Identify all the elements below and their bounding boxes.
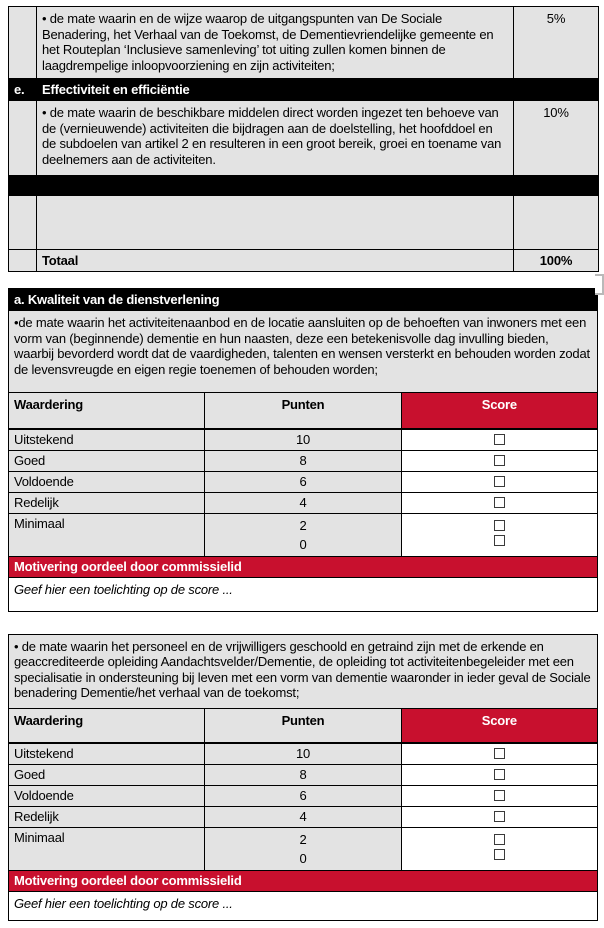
section-e-label: e. <box>9 79 37 101</box>
rating-points-line: 0 <box>299 851 307 866</box>
black-divider-row <box>9 176 599 196</box>
score-checkbox[interactable] <box>494 790 505 801</box>
rating-row-minimaal <box>9 513 598 556</box>
training-description: • de mate waarin het personeel en de vrijwilligers geschoold en getraind zijn met de erkende en geaccrediteerde opleiding Aandachtsvelder/Dementie, de opleiding tot activiteitenbegeleider met een specialisatie in ondersteuning bij leven met een vorm van dementie waaronder in ieder geval de Sociale benadering Dementie/het verhaal van de toekomst; <box>9 634 598 708</box>
waardering-column-header: Waardering <box>9 393 205 429</box>
total-value: 100% <box>514 250 599 272</box>
rating-row-goed <box>9 450 598 471</box>
total-row <box>9 250 599 272</box>
rating-points: 8 <box>205 450 401 471</box>
rating-row-uitstekend <box>9 743 598 765</box>
rating-header-row <box>9 393 598 429</box>
score-checkbox[interactable] <box>494 455 505 466</box>
punten-column-header: Punten <box>205 708 401 743</box>
rating-header-row <box>9 708 598 743</box>
rating-label: Redelijk <box>9 492 205 513</box>
score-cell <box>401 786 597 807</box>
rating-label: Redelijk <box>9 807 205 828</box>
score-checkbox[interactable] <box>494 497 505 508</box>
criterion-text: • de mate waarin en de wijze waarop de uitgangspunten van De Sociale Benadering, het Verhaal van de Toekomst, de Dementievriendelijke gemeente en het Routeplan ‘Inclusieve samenleving’ tot uiting zullen komen binnen de laagdrempelige inloopvoorziening en zijn activiteiten; <box>37 7 514 79</box>
score-cell <box>401 743 597 765</box>
score-cell <box>401 765 597 786</box>
document-page <box>0 6 604 928</box>
rating-row-redelijk <box>9 492 598 513</box>
empty-cell <box>37 196 514 250</box>
empty-cell <box>9 196 37 250</box>
score-checkbox[interactable] <box>494 476 505 487</box>
rating-row-uitstekend <box>9 429 598 451</box>
score-cell <box>401 471 597 492</box>
motivation-input[interactable]: Geef hier een toelichting op de score ... <box>9 577 598 611</box>
rating-row-voldoende <box>9 786 598 807</box>
rating-label: Voldoende <box>9 786 205 807</box>
rating-label: Minimaal <box>9 513 205 556</box>
score-cell <box>401 513 597 556</box>
rating-points: 4 <box>205 807 401 828</box>
rating-label: Voldoende <box>9 471 205 492</box>
score-cell <box>401 828 597 871</box>
score-cell <box>401 492 597 513</box>
motivation-header: Motivering oordeel door commissielid <box>9 871 598 892</box>
training-description-row <box>9 634 598 708</box>
rating-points-line: 2 <box>299 832 307 847</box>
empty-cell <box>9 250 37 272</box>
score-column-header: Score <box>401 393 597 429</box>
rating-points: 8 <box>205 765 401 786</box>
quality-section-table <box>8 288 598 612</box>
criterion-weight: 10% <box>514 101 599 176</box>
rating-label: Minimaal <box>9 828 205 871</box>
score-cell <box>401 450 597 471</box>
black-divider-cell <box>9 176 599 196</box>
quality-section-header-row <box>9 289 598 311</box>
rating-points: 10 <box>205 743 401 765</box>
quality-section-title: a. Kwaliteit van de dienstverlening <box>9 289 598 311</box>
quality-description-row <box>9 311 598 393</box>
scrollbar-handle[interactable] <box>595 274 604 295</box>
rating-points <box>205 513 401 556</box>
score-checkbox[interactable] <box>494 769 505 780</box>
rating-points: 6 <box>205 471 401 492</box>
rating-row-voldoende <box>9 471 598 492</box>
empty-row <box>9 196 599 250</box>
rating-points-line: 0 <box>299 536 307 552</box>
rating-points: 10 <box>205 429 401 451</box>
score-cell <box>401 429 597 451</box>
score-checkbox[interactable] <box>494 520 505 531</box>
score-checkbox[interactable] <box>494 849 505 860</box>
section-e-header-row <box>9 79 599 101</box>
criterion-index-cell <box>9 7 37 79</box>
section-e-title: Effectiviteit en efficiëntie <box>37 79 599 101</box>
motivation-header: Motivering oordeel door commissielid <box>9 556 598 577</box>
rating-label: Goed <box>9 765 205 786</box>
empty-cell <box>514 196 599 250</box>
rating-row-goed <box>9 765 598 786</box>
criterion-index-cell <box>9 101 37 176</box>
motivation-header-row <box>9 871 598 892</box>
waardering-column-header: Waardering <box>9 708 205 743</box>
score-checkbox[interactable] <box>494 535 505 546</box>
score-checkbox[interactable] <box>494 434 505 445</box>
motivation-input[interactable]: Geef hier een toelichting op de score ... <box>9 892 598 921</box>
training-section-table <box>8 634 598 922</box>
criterion-text: • de mate waarin de beschikbare middelen direct worden ingezet ten behoeve van de (vernieuwende) activiteiten die bijdragen aan de doelstelling, het hoofddoel en de subdoelen van artikel 2 en resulteren in een groot bereik, groei en toename van deelnemers aan de activiteiten. <box>37 101 514 176</box>
rating-points <box>205 828 401 871</box>
rating-points-line: 2 <box>299 517 307 533</box>
rating-points: 6 <box>205 786 401 807</box>
criterion-row <box>9 101 599 176</box>
rating-row-minimaal <box>9 828 598 871</box>
motivation-input-row <box>9 892 598 921</box>
score-checkbox[interactable] <box>494 748 505 759</box>
score-checkbox[interactable] <box>494 834 505 845</box>
weights-table <box>8 6 599 272</box>
rating-label: Goed <box>9 450 205 471</box>
score-checkbox[interactable] <box>494 811 505 822</box>
rating-points: 4 <box>205 492 401 513</box>
criterion-row <box>9 7 599 79</box>
quality-description: •de mate waarin het activiteitenaanbod en de locatie aansluiten op de behoeften van inwoners met een vorm van (beginnende) dementie en hun naasten, deze een betekenisvolle dag invulling bieden, waarbij bevorderd wordt dat de vaardigheden, talenten en wensen versterkt en behouden worden zodat de levensvreugde en eigen regie toenemen of behouden worden; <box>9 311 598 393</box>
motivation-input-row <box>9 577 598 611</box>
score-column-header: Score <box>401 708 597 743</box>
criterion-weight: 5% <box>514 7 599 79</box>
rating-row-redelijk <box>9 807 598 828</box>
score-cell <box>401 807 597 828</box>
total-label: Totaal <box>37 250 514 272</box>
motivation-header-row <box>9 556 598 577</box>
punten-column-header: Punten <box>205 393 401 429</box>
rating-label: Uitstekend <box>9 743 205 765</box>
rating-label: Uitstekend <box>9 429 205 451</box>
